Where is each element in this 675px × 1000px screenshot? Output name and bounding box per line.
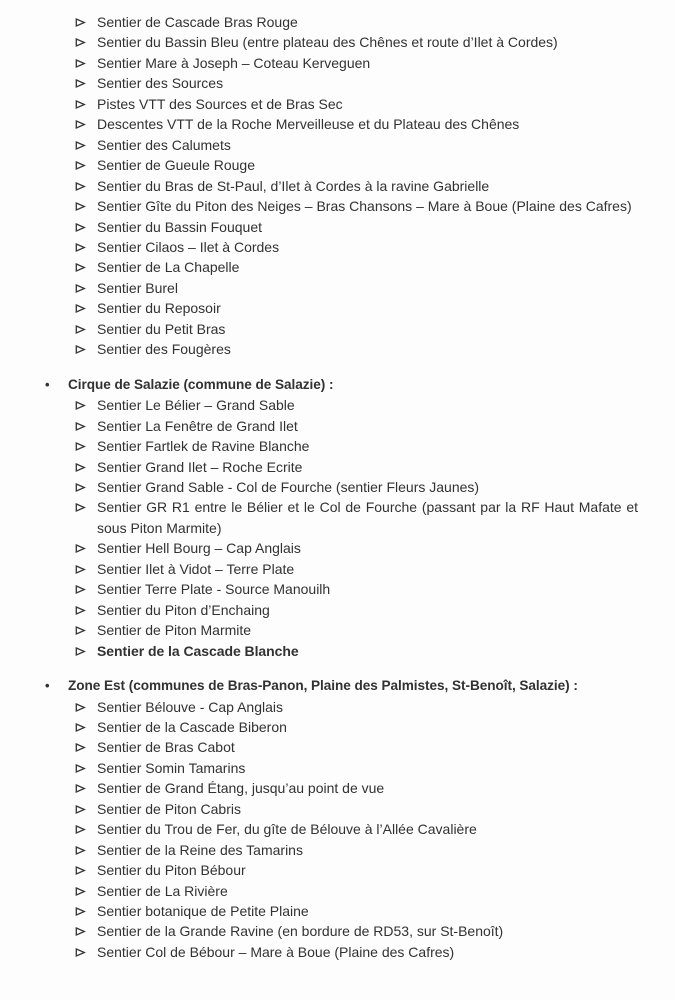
trail-item-label: Sentier du Trou de Fer, du gîte de Bélouve à l’Allée Cavalière	[97, 821, 477, 838]
trail-item	[75, 237, 675, 257]
arrow-bullet-icon	[75, 881, 97, 897]
section-heading-row	[45, 375, 675, 395]
trail-item	[75, 339, 675, 359]
trail-item-label: Sentier Bélouve - Cap Anglais	[97, 698, 283, 715]
trail-list	[0, 12, 675, 360]
trail-item	[75, 697, 675, 717]
arrow-bullet-icon	[75, 538, 97, 554]
arrow-bullet-icon	[75, 819, 97, 835]
arrow-bullet-icon	[75, 319, 97, 335]
trail-item-label: Sentier Cilaos – Ilet à Cordes	[97, 238, 280, 255]
trail-item-label: Sentier du Bassin Bleu (entre plateau des Chênes et route d’Ilet à Cordes)	[97, 34, 558, 51]
trail-item	[75, 298, 675, 318]
arrow-bullet-icon	[75, 196, 97, 212]
trail-item-label: Descentes VTT de la Roche Merveilleuse et du Plateau des Chênes	[97, 116, 520, 133]
trail-item	[75, 217, 675, 237]
trail-item	[75, 135, 675, 155]
arrow-bullet-icon	[75, 942, 97, 958]
arrow-bullet-icon	[75, 278, 97, 294]
trail-item	[75, 257, 675, 277]
trail-section	[0, 12, 675, 360]
trail-item	[75, 860, 675, 880]
trail-item-label: Sentier Hell Bourg – Cap Anglais	[97, 540, 301, 557]
trail-item-label: Sentier Gîte du Piton des Neiges – Bras Chansons – Mare à Boue (Plaine des Cafres)	[97, 198, 632, 215]
trail-item	[75, 758, 675, 778]
arrow-bullet-icon	[75, 717, 97, 733]
arrow-bullet-icon	[75, 641, 97, 657]
trail-item	[75, 477, 675, 497]
trail-item-label: Sentier Ilet à Vidot – Terre Plate	[97, 560, 295, 577]
trail-item-label: Sentier Fartlek de Ravine Blanche	[97, 438, 310, 455]
section-heading: Cirque de Salazie (commune de Salazie) :	[68, 376, 334, 392]
trail-item-label: Pistes VTT des Sources et de Bras Sec	[97, 95, 343, 112]
trail-item	[75, 737, 675, 757]
trail-item-label: Sentier du Petit Bras	[97, 320, 226, 337]
arrow-bullet-icon	[75, 620, 97, 636]
bullet-icon: •	[45, 376, 50, 392]
trail-item-label: Sentier Grand Ilet – Roche Ecrite	[97, 458, 303, 475]
trail-item-label: Sentier de Gueule Rouge	[97, 157, 255, 174]
trail-item	[75, 73, 675, 93]
arrow-bullet-icon	[75, 73, 97, 89]
trail-item-label: Sentier botanique de Petite Plaine	[97, 903, 309, 920]
trail-item-label: Sentier La Fenêtre de Grand Ilet	[97, 417, 298, 434]
arrow-bullet-icon	[75, 579, 97, 595]
arrow-bullet-icon	[75, 237, 97, 253]
trail-item-label: Sentier de Piton Cabris	[97, 800, 241, 817]
trail-item-label: Sentier Col de Bébour – Mare à Boue (Plaine des Cafres)	[97, 943, 455, 960]
arrow-bullet-icon	[75, 799, 97, 815]
trail-item	[75, 901, 675, 921]
trail-section	[0, 375, 675, 661]
trail-item	[75, 278, 675, 298]
trail-item-label: Sentier de la Reine des Tamarins	[97, 841, 303, 858]
trail-item-label: Sentier de La Chapelle	[97, 259, 240, 276]
trail-item-label: Sentier de Cascade Bras Rouge	[97, 14, 298, 30]
arrow-bullet-icon	[75, 32, 97, 48]
trail-item-label: Sentier des Fougères	[97, 341, 231, 358]
trail-item-label: Sentier de la Cascade Biberon	[97, 718, 287, 735]
trail-item	[75, 921, 675, 941]
trail-list	[0, 395, 675, 661]
trail-item	[75, 579, 675, 599]
trail-item	[75, 94, 675, 114]
trail-item-label: Sentier Terre Plate - Source Manouilh	[97, 581, 331, 598]
arrow-bullet-icon	[75, 497, 97, 513]
arrow-bullet-icon	[75, 12, 97, 28]
trail-item	[75, 319, 675, 339]
trail-item-label: Sentier des Calumets	[97, 136, 231, 153]
arrow-bullet-icon	[75, 559, 97, 575]
trail-item-label: Sentier de la Cascade Blanche	[97, 642, 299, 659]
trail-item-label: Sentier Grand Sable - Col de Fourche (sentier Fleurs Jaunes)	[97, 478, 480, 495]
arrow-bullet-icon	[75, 135, 97, 151]
trail-item	[75, 497, 675, 538]
trail-item	[75, 53, 675, 73]
trail-item	[75, 12, 675, 32]
trail-item	[75, 620, 675, 640]
trail-item	[75, 114, 675, 134]
trail-section	[0, 676, 675, 962]
trail-item-label: Sentier du Piton d’Enchaing	[97, 601, 270, 618]
trail-item-label: Sentier de Bras Cabot	[97, 739, 235, 756]
trail-item-label: Sentier Le Bélier – Grand Sable	[97, 397, 295, 414]
trail-item-label: Sentier Mare à Joseph – Coteau Kerveguen	[97, 54, 371, 71]
trail-item	[75, 538, 675, 558]
arrow-bullet-icon	[75, 901, 97, 917]
arrow-bullet-icon	[75, 53, 97, 69]
arrow-bullet-icon	[75, 94, 97, 110]
trail-item	[75, 416, 675, 436]
trail-item	[75, 176, 675, 196]
trail-item	[75, 155, 675, 175]
trail-item	[75, 395, 675, 415]
arrow-bullet-icon	[75, 298, 97, 314]
trail-item-label: Sentier Somin Tamarins	[97, 759, 246, 776]
trail-item	[75, 799, 675, 819]
arrow-bullet-icon	[75, 758, 97, 774]
trail-item-label: Sentier du Bras de St-Paul, d’Ilet à Cordes à la ravine Gabrielle	[97, 177, 490, 194]
trail-item	[75, 436, 675, 456]
arrow-bullet-icon	[75, 737, 97, 753]
trail-item-label: Sentier Burel	[97, 279, 178, 296]
section-heading: Zone Est (communes de Bras-Panon, Plaine des Palmistes, St-Benoît, Salazie) :	[68, 678, 578, 694]
trail-item	[75, 840, 675, 860]
arrow-bullet-icon	[75, 697, 97, 713]
arrow-bullet-icon	[75, 257, 97, 273]
trail-item	[75, 641, 675, 661]
arrow-bullet-icon	[75, 436, 97, 452]
trail-item-label: Sentier du Piton Bébour	[97, 862, 246, 879]
trail-item-label: Sentier de Grand Étang, jusqu’au point de vue	[97, 780, 385, 797]
trail-item-label: Sentier de Piton Marmite	[97, 622, 252, 639]
arrow-bullet-icon	[75, 840, 97, 856]
section-heading-row	[45, 676, 675, 696]
arrow-bullet-icon	[75, 778, 97, 794]
arrow-bullet-icon	[75, 477, 97, 493]
arrow-bullet-icon	[75, 395, 97, 411]
arrow-bullet-icon	[75, 457, 97, 473]
trail-item	[75, 32, 675, 52]
arrow-bullet-icon	[75, 921, 97, 937]
trail-item-label: Sentier GR R1 entre le Bélier et le Col de Fourche (passant par la RF Haut Mafate et sous Piton Marmite)	[97, 499, 638, 536]
trail-item-label: Sentier des Sources	[97, 75, 224, 92]
trail-item	[75, 600, 675, 620]
trail-item	[75, 819, 675, 839]
trail-item	[75, 942, 675, 962]
trail-item-label: Sentier de la Grande Ravine (en bordure de RD53, sur St-Benoît)	[97, 923, 504, 940]
trail-item	[75, 196, 675, 216]
arrow-bullet-icon	[75, 176, 97, 192]
bullet-icon: •	[45, 678, 50, 694]
trail-item-label: Sentier du Reposoir	[97, 300, 221, 317]
trail-item-label: Sentier du Bassin Fouquet	[97, 218, 262, 235]
arrow-bullet-icon	[75, 416, 97, 432]
trail-item	[75, 778, 675, 798]
trail-item	[75, 559, 675, 579]
arrow-bullet-icon	[75, 217, 97, 233]
arrow-bullet-icon	[75, 114, 97, 130]
trail-item	[75, 881, 675, 901]
trail-list	[0, 697, 675, 963]
arrow-bullet-icon	[75, 155, 97, 171]
trail-item	[75, 457, 675, 477]
arrow-bullet-icon	[75, 600, 97, 616]
trail-item	[75, 717, 675, 737]
arrow-bullet-icon	[75, 339, 97, 355]
arrow-bullet-icon	[75, 860, 97, 876]
trail-item-label: Sentier de La Rivière	[97, 882, 228, 899]
